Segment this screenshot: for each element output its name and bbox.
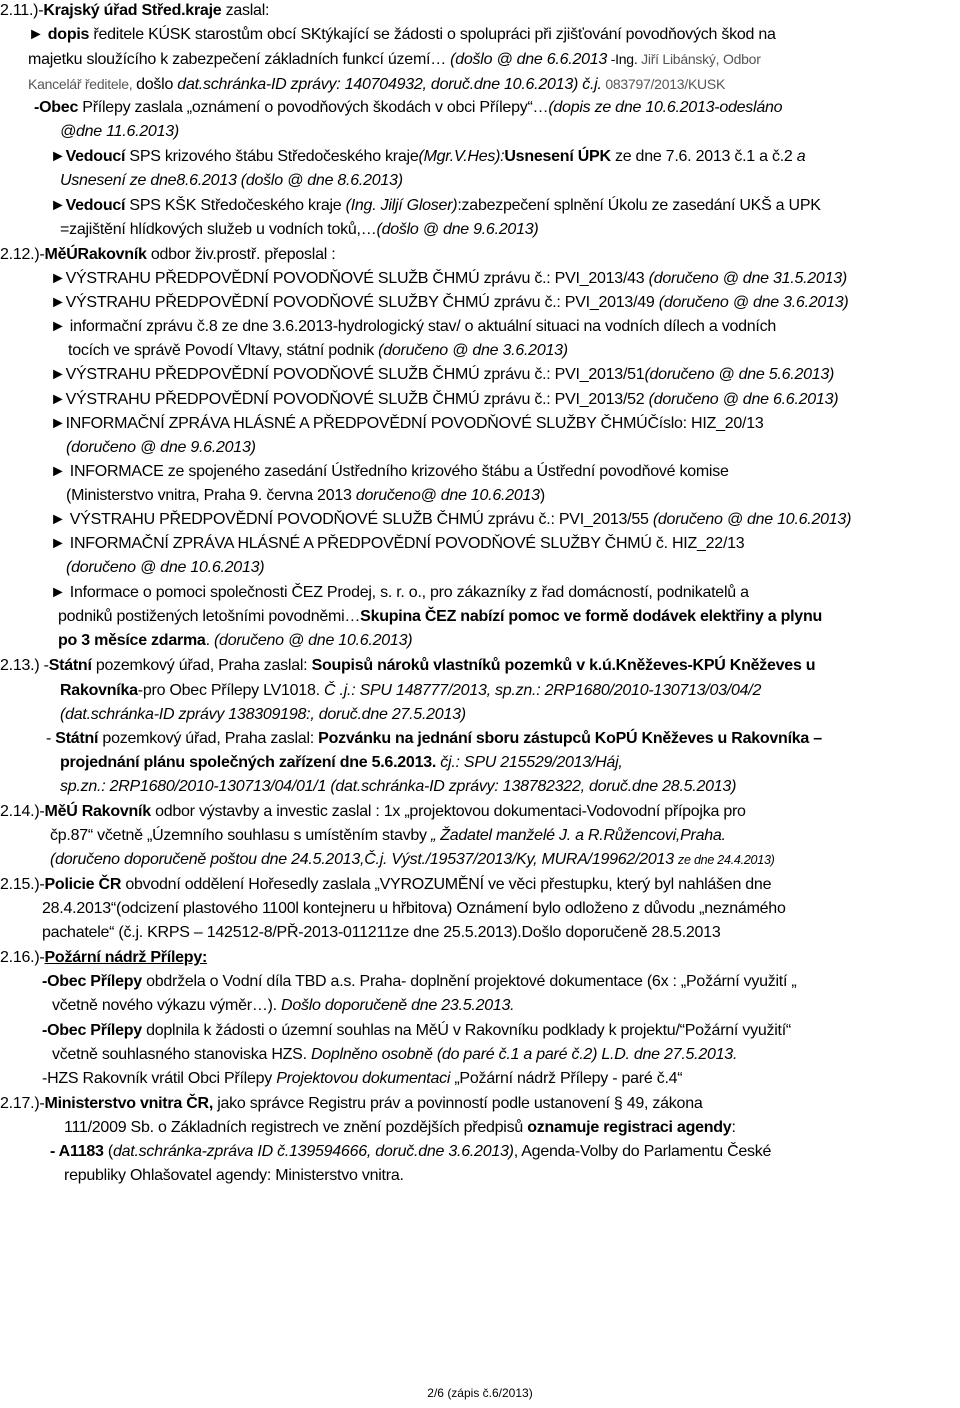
text-line xyxy=(66,437,256,459)
text-run: Kancelář ředitele, xyxy=(28,76,137,92)
text-run: dopis xyxy=(47,26,90,43)
text-line xyxy=(0,244,335,266)
page-footer: 2/6 (zápis č.6/2013) xyxy=(427,1386,533,1400)
text-run: , Agenda-Volby do Parlamentu České xyxy=(513,1143,772,1160)
text-run: Došlo doporučeně dne 23.5.2013. xyxy=(281,997,515,1014)
text-run: -Obec Přílepy xyxy=(42,1022,142,1039)
text-run: 2.16.)- xyxy=(0,949,45,966)
text-run: -HZS Rakovník vrátil Obci Přílepy xyxy=(42,1070,277,1087)
text-line xyxy=(42,971,796,993)
text-run: podniků postižených letošními povodněmi… xyxy=(58,608,361,625)
text-run: „Požární nádrž Přílepy - paré č.4“ xyxy=(450,1070,683,1087)
text-line xyxy=(28,24,776,46)
text-line xyxy=(50,268,847,290)
text-line xyxy=(42,898,786,920)
text-run: dat.schránka-zpráva ID č.139594666, doruč.dne 3.6.2013) xyxy=(112,1143,514,1160)
text-run: po 3 měsíce zdarma xyxy=(58,632,206,649)
text-run: MěÚRakovník xyxy=(44,246,147,263)
text-run: pozemkový úřad, Praha zaslal: xyxy=(98,730,319,747)
text-run: 2.17.)- xyxy=(0,1095,45,1112)
text-run: Policie ČR xyxy=(44,876,122,893)
text-run: Doplněno osobně (do paré č.1 a paré č.2) L.D. dne 27.5.2013. xyxy=(310,1046,738,1063)
text-run: (Ing. Jiljí Gloser) xyxy=(345,197,458,214)
text-run: (došlo @ dne 9.6.2013) xyxy=(376,221,539,238)
text-run: čp.87“ včetně „Územního souhlasu s umístěním stavby xyxy=(50,827,431,844)
text-run: doručeno@ dne 10.6.2013 xyxy=(355,487,540,504)
text-run: došlo xyxy=(136,76,178,93)
text-run: a xyxy=(796,148,806,165)
text-run: doplnila k žádosti o územní souhlas na MěÚ v Rakovníku podklady k projektu/“Požární využití“ xyxy=(141,1022,791,1039)
text-run: Pozvánku na jednání sboru zástupců KoPÚ Kněževes u Rakovníka – xyxy=(318,730,822,747)
text-run: 28.4.2013“(odcizení plastového 1100l kontejneru u hřbitova) Oznámení bylo odloženo z důvodu „neznámého xyxy=(42,900,786,917)
text-line xyxy=(50,849,775,871)
text-line xyxy=(50,533,744,555)
text-run: ► xyxy=(50,197,66,214)
text-run: ► INFORMAČNÍ ZPRÁVA HLÁSNÉ A PŘEDPOVĚDNÍ POVODŇOVÉ SLUŽBY ČHMÚ č. HIZ_22/13 xyxy=(50,535,745,552)
text-line xyxy=(50,292,848,314)
text-run: ředitele KÚSK starostům obcí SKtýkající se žádosti o spolupráci při zjišťování povodňových škod na xyxy=(89,26,776,43)
text-run: (dat.schránka-ID zprávy 138309198:, doruč.dne 27.5.2013) xyxy=(60,706,466,723)
text-run: Vedoucí xyxy=(65,148,126,165)
text-line xyxy=(66,485,545,507)
text-line xyxy=(52,1044,737,1066)
text-line xyxy=(50,1141,771,1163)
text-line xyxy=(60,121,179,143)
text-run: (došlo @ dne 6.6.2013 xyxy=(450,51,608,68)
text-run: 083797/2013/KUSK xyxy=(601,76,726,92)
text-run: -Ing. xyxy=(607,51,642,67)
text-line xyxy=(66,557,264,579)
text-line xyxy=(50,316,776,338)
text-line xyxy=(58,606,822,628)
text-run: zaslal: xyxy=(221,2,270,19)
text-run: . xyxy=(205,632,214,649)
text-line xyxy=(34,97,782,119)
text-run: (doručeno @ dne 3.6.2013) xyxy=(378,342,568,359)
text-run: ► xyxy=(28,26,48,43)
text-line xyxy=(60,752,623,774)
text-run: Projektovou dokumentaci xyxy=(276,1070,451,1087)
text-line xyxy=(0,947,207,969)
text-run: oznamuje registraci agendy xyxy=(527,1119,732,1136)
text-run: (doručeno @ dne 10.6.2013) xyxy=(652,511,852,528)
text-run: 2.14.)- xyxy=(0,803,45,820)
text-line xyxy=(46,728,822,750)
text-run: obdržela o Vodní díla TBD a.s. Praha- doplnění projektové dokumentace (6x : „Požární využití „ xyxy=(141,973,797,990)
text-line xyxy=(50,582,749,604)
text-line xyxy=(60,219,538,241)
text-line xyxy=(42,1020,791,1042)
text-run: :zabezpečení splnění Úkolu ze zasedání UKŠ a UPK xyxy=(457,197,821,214)
text-run: (doručeno @ dne 3.6.2013) xyxy=(658,294,849,311)
text-run: -pro Obec Přílepy LV1018. xyxy=(137,682,324,699)
text-run: Skupina ČEZ nabízí pomoc ve formě dodávek elektřiny a plynu xyxy=(360,608,822,625)
text-run: ►VÝSTRAHU PŘEDPOVĚDNÍ POVODŇOVÉ SLUŽB ČHMÚ zprávu č.: PVI_2013/52 xyxy=(50,391,649,408)
text-run: (doručeno @ dne 9.6.2013) xyxy=(66,439,256,456)
text-run: (doručeno @ dne 6.6.2013) xyxy=(648,391,839,408)
text-line xyxy=(50,825,726,847)
text-run: ►VÝSTRAHU PŘEDPOVĚDNÍ POVODŇOVÉ SLUŽBY ČHMÚ zprávu č.: PVI_2013/49 xyxy=(50,294,659,311)
text-run: - A1183 xyxy=(50,1143,104,1160)
text-line xyxy=(60,170,403,192)
text-line xyxy=(28,48,761,71)
text-run: @dne 11.6.2013) xyxy=(60,123,179,140)
text-line xyxy=(50,413,764,435)
text-run: ( xyxy=(103,1143,113,1160)
text-run: ► Informace o pomoci společnosti ČEZ Prodej, s. r. o., pro zákazníky z řad domácností, podnikatelů a xyxy=(50,584,749,601)
text-run: 2.13.) - xyxy=(0,657,49,674)
text-run: dat.schránka-ID zprávy: 140704932, doruč.dne 10.6.2013) č.j. xyxy=(177,76,602,93)
text-run: Vedoucí xyxy=(65,197,126,214)
text-run: (doručeno @ dne 5.6.2013) xyxy=(644,366,835,383)
text-run: pozemkový úřad, Praha zaslal: xyxy=(91,657,312,674)
text-run: odbor živ.prostř. přeposlal : xyxy=(146,246,336,263)
text-line xyxy=(50,509,851,531)
text-run: (doručeno @ dne 10.6.2013) xyxy=(213,632,413,649)
text-line xyxy=(0,874,771,896)
text-run: Krajský úřad Střed.kraje xyxy=(43,2,222,19)
text-run: ze dne 24.4.2013) xyxy=(678,853,775,867)
text-line xyxy=(0,1093,703,1115)
text-run: 2.15.)- xyxy=(0,876,45,893)
text-run: (doručeno @ dne 10.6.2013) xyxy=(66,559,265,576)
text-run: - xyxy=(46,730,56,747)
text-line xyxy=(50,146,805,168)
text-run: „ Žadatel manželé J. a R.Růžencovi,Praha. xyxy=(430,827,726,844)
text-run: -Obec Přílepy xyxy=(42,973,142,990)
text-run: ► INFORMACE ze spojeného zasedání Ústředního krizového štábu a Ústřední povodňové komise xyxy=(50,463,729,480)
text-run: ze dne 7.6. 2013 č.1 a č.2 xyxy=(610,148,797,165)
text-run: čj.: SPU 215529/2013/Háj, xyxy=(440,754,623,771)
text-run: 2.11.)- xyxy=(0,2,44,19)
text-run: MěÚ Rakovník xyxy=(44,803,151,820)
text-line xyxy=(58,630,412,652)
text-run: ► VÝSTRAHU PŘEDPOVĚDNÍ POVODŇOVÉ SLUŽB ČHMÚ zprávu č.: PVI_2013/55 xyxy=(50,511,653,528)
text-run: včetně nového výkazu výměr…). xyxy=(52,997,282,1014)
text-run: =zajištění hlídkových služeb u vodních toků,… xyxy=(60,221,377,238)
text-run: : xyxy=(731,1119,736,1136)
text-line xyxy=(0,801,746,823)
text-run: -Obec xyxy=(34,99,79,116)
text-line xyxy=(0,0,269,22)
text-run: Ministerstvo vnitra ČR, xyxy=(44,1095,214,1112)
text-line xyxy=(42,1068,682,1090)
text-line xyxy=(50,389,838,411)
text-run: Státní xyxy=(48,657,92,674)
text-run: (dopis ze dne 10.6.2013-odesláno xyxy=(548,99,783,116)
text-run: odbor výstavby a investic zaslal : 1x „projektovou dokumentaci-Vodovodní přípojka pro xyxy=(150,803,746,820)
text-run: (Ministerstvo vnitra, Praha 9. června 2013 xyxy=(66,487,356,504)
text-line xyxy=(28,73,725,96)
text-line xyxy=(50,364,834,386)
text-line xyxy=(64,1117,736,1139)
text-run: sp.zn.: 2RP1680/2010-130713/04/01/1 (dat.schránka-ID zprávy: 138782322, doruč.dne 28.5.2013) xyxy=(60,778,737,795)
text-run: Soupisů nároků vlastníků pozemků v k.ú.Kněževes-KPÚ Kněževes u xyxy=(311,657,816,674)
text-run: ►INFORMAČNÍ ZPRÁVA HLÁSNÉ A PŘEDPOVĚDNÍ POVODŇOVÉ SLUŽBY ČHMÚČíslo: HIZ_20/13 xyxy=(50,415,764,432)
text-run: (doručeno @ dne 31.5.2013) xyxy=(648,270,847,287)
text-run: 2.12.)- xyxy=(0,246,45,263)
text-run: ► xyxy=(50,148,66,165)
text-line xyxy=(0,655,815,677)
text-run: obvodní oddělení Hořesedly zaslala „VYROZUMĚNÍ ve věci přestupku, který byl nahlášen dne xyxy=(121,876,772,893)
text-run: Rakovníka xyxy=(60,682,138,699)
text-run: ►VÝSTRAHU PŘEDPOVĚDNÍ POVODŇOVÉ SLUŽB ČHMÚ zprávu č.: PVI_2013/51 xyxy=(50,366,645,383)
text-run: SPS KŠK Středočeského kraje xyxy=(125,197,346,214)
text-run: včetně souhlasného stanoviska HZS. xyxy=(52,1046,311,1063)
text-run: tocích ve správě Povodí Vltavy, státní podnik xyxy=(68,342,379,359)
text-run: pachatele“ (č.j. KRPS – 142512-8/PŘ-2013-011211ze dne 25.5.2013).Došlo doporučeně 28.5.2013 xyxy=(42,924,721,941)
text-run: majetku sloužícího k zabezpečení základních funkcí území… xyxy=(28,51,451,68)
text-run: Usnesení ÚPK xyxy=(504,148,611,165)
text-run: Č .j.: SPU 148777/2013, sp.zn.: 2RP1680/2010-130713/03/04/2 xyxy=(324,682,762,699)
text-line xyxy=(64,1165,404,1187)
text-line xyxy=(42,922,720,944)
text-run: SPS krizového štábu Středočeského kraje xyxy=(125,148,419,165)
text-line xyxy=(68,340,568,362)
text-run: ► informační zprávu č.8 ze dne 3.6.2013-hydrologický stav/ o aktuální situaci na vodních dílech a vodních xyxy=(50,318,777,335)
text-run: ) xyxy=(539,487,545,504)
text-line xyxy=(52,995,514,1017)
text-run: Přílepy zaslala „oznámení o povodňových škodách v obci Přílepy“… xyxy=(78,99,549,116)
text-run: Usnesení ze dne8.6.2013 (došlo @ dne 8.6.2013) xyxy=(60,172,403,189)
text-run: (doručeno doporučeně poštou dne 24.5.2013,Č.j. Výst./19537/2013/Ky, MURA/19962/2013 xyxy=(50,851,679,868)
text-run: republiky Ohlašovatel agendy: Ministerstvo vnitra. xyxy=(64,1167,404,1184)
text-line xyxy=(50,461,729,483)
text-run: ►VÝSTRAHU PŘEDPOVĚDNÍ POVODŇOVÉ SLUŽB ČHMÚ zprávu č.: PVI_2013/43 xyxy=(50,270,649,287)
text-run: (Mgr.V.Hes): xyxy=(418,148,505,165)
text-run: Jiří Libánský, Odbor xyxy=(641,51,761,67)
text-run: projednání plánu společných zařízení dne 5.6.2013. xyxy=(60,754,437,771)
text-run: jako správce Registru práv a povinností podle ustanovení § 49, zákona xyxy=(213,1095,703,1112)
text-line xyxy=(60,680,761,702)
text-run: Požární nádrž Přílepy: xyxy=(44,949,208,966)
text-line xyxy=(60,776,736,798)
text-run: Státní xyxy=(55,730,99,747)
text-line xyxy=(60,704,466,726)
text-line xyxy=(50,195,821,217)
text-run: 111/2009 Sb. o Základních registrech ve znění pozdějších předpisů xyxy=(64,1119,528,1136)
